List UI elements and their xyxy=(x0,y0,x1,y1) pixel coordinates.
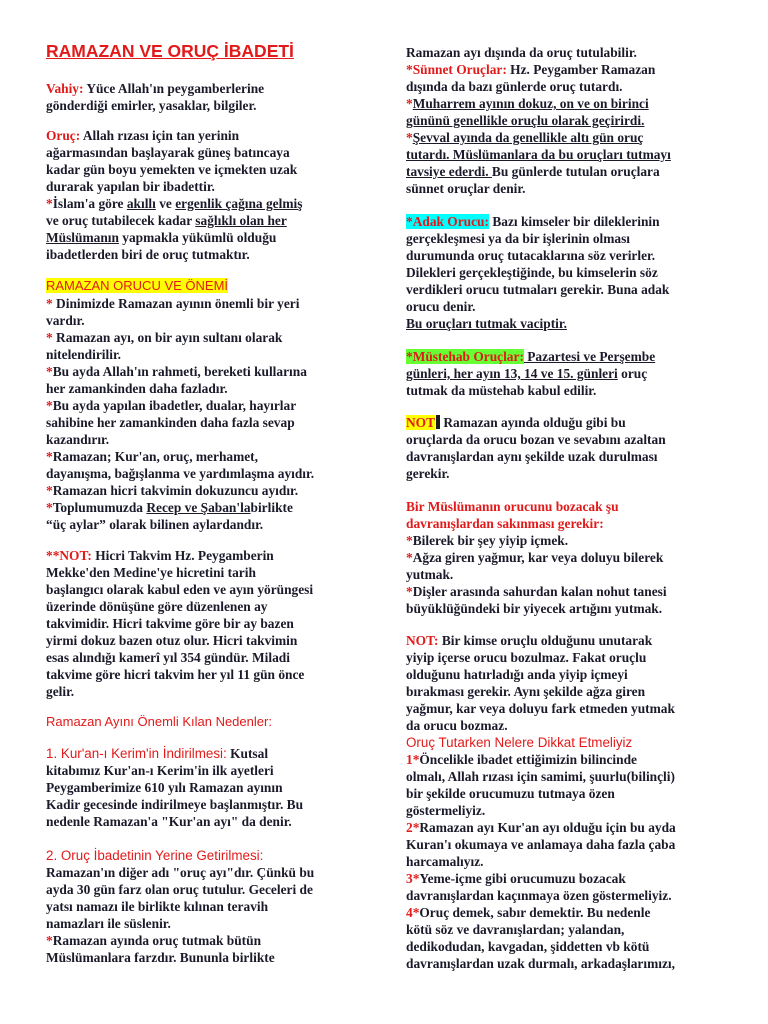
adak-line-1: *Adak Orucu: Bazı kimseler bir dileklerinin xyxy=(406,214,660,229)
bullet-5-line-2: dayanışma, bağışlanma ve yardımlaşma ayıdır. xyxy=(46,466,315,481)
bozan-item-1: *Bilerek bir şey yiyip içmek. xyxy=(406,533,569,548)
sunnet-line-3: *Muharrem ayının dokuz, on ve on birinci xyxy=(406,96,649,111)
page-title: RAMAZAN VE ORUÇ İBADETİ xyxy=(46,41,294,61)
dikkat-4-line-3: dedikodudan, kavgadan, şiddetten vb kötü xyxy=(406,939,650,954)
continued-line: Ramazan ayı dışında da oruç tutulabilir. xyxy=(406,45,637,60)
adak-line-3: durumunda oruç tutacaklarına söz verirler. xyxy=(406,248,656,263)
dikkat-1-line-4: göstermeliyiz. xyxy=(406,803,486,818)
bullet-4-line-1: *Bu ayda yapılan ibadetler, dualar, hayırlar xyxy=(46,398,297,413)
adak-line-4: Dilekleri gerçekleştiğinde, bu kimselerin söz xyxy=(406,265,658,280)
bullet-4-line-2: sahibine her zamankinden daha fazla sevap xyxy=(46,415,295,430)
dikkat-1-line-1: 1*Öncelikle ibadet ettiğimizin bilincinde xyxy=(406,752,637,767)
hicri-note-label: **NOT: xyxy=(46,548,92,563)
bozan-item-3-line-1: *Dişler arasında sahurdan kalan nohut tanesi xyxy=(406,584,667,599)
hicri-note-line-9: gelir. xyxy=(46,684,75,699)
vahiy-label: Vahiy: xyxy=(46,81,84,96)
not-2-line-5: yağmur, kar veya doluyu fark etmeden yutmak xyxy=(406,701,675,716)
dikkat-1-line-2: olmalı, Allah rızası için samimi, şuurlu(bilinçli) xyxy=(406,769,675,784)
dikkat-3-line-2: davranışlardan kaçınmaya özen göstermeliyiz. xyxy=(406,888,672,903)
oruc-line-1: Oruç: Allah rızası için tan yerinin xyxy=(46,128,240,143)
sunnet-line-5: *Şevval ayında da genellikle altı gün oruç xyxy=(406,130,644,145)
dikkat-4-line-4: davranışlardan uzak durmalı, arkadaşlarımızı, xyxy=(406,956,675,971)
reason-2-label: 2. Oruç İbadetinin Yerine Getirilmesi: xyxy=(46,848,264,863)
oruc-line-7: Müslümanın yapmakla yükümlü olduğu xyxy=(46,230,277,245)
bullet-7-line-2: “üç aylar” olarak bilinen aylardandır. xyxy=(46,517,264,532)
hicri-note-line-2: Mekke'den Medine'ye hicretini tarih xyxy=(46,565,256,580)
dikkat-2-line-1: 2*Ramazan ayı Kur'an ayı olduğu için bu ayda xyxy=(406,820,676,835)
bullet-3-line-1: *Bu ayda Allah'ın rahmeti, bereketi kullarına xyxy=(46,364,307,379)
not-1-label: NOT xyxy=(406,415,436,430)
oruc-line-4: durarak yapılan bir ibadettir. xyxy=(46,179,215,194)
dikkat-4-line-1: 4*Oruç demek, sabır demektir. Bu nedenle xyxy=(406,905,651,920)
section-heading-nedenler: Ramazan Ayını Önemli Kılan Nedenler: xyxy=(46,714,272,729)
adak-line-6: orucu denir. xyxy=(406,299,476,314)
reason-1-label: 1. Kur'an-ı Kerim'in İndirilmesi: xyxy=(46,746,227,761)
bozan-item-2-line-2: yutmak. xyxy=(406,567,454,582)
dikkat-4-line-2: kötü söz ve davranışlardan; yalandan, xyxy=(406,922,625,937)
reason-1-line-5: nedenle Ramazan'a "Kur'an ayı" da denir. xyxy=(46,814,292,829)
bullet-3-line-2: her zamankinden daha fazladır. xyxy=(46,381,228,396)
bullet-2-line-1: * Ramazan ayı, on bir ayın sultanı olarak xyxy=(46,330,283,345)
reason-2-line-5: *Ramazan ayında oruç tutmak bütün xyxy=(46,933,262,948)
hicri-note-line-1: **NOT: Hicri Takvim Hz. Peygamberin xyxy=(46,548,274,563)
adak-line-2: gerçekleşmesi ya da bir işlerinin olması xyxy=(406,231,631,246)
hicri-note-line-8: takvime göre hicri takvim her yıl 11 gün önce xyxy=(46,667,305,682)
adak-line-7: Bu oruçları tutmak vaciptir. xyxy=(406,316,567,331)
bozan-heading-line-2: davranışlardan sakınması gerekir: xyxy=(406,516,604,531)
bullet-4-line-3: kazandırır. xyxy=(46,432,110,447)
mustehab-line-3: tutmak da müstehab kabul edilir. xyxy=(406,383,597,398)
not-2-label: NOT: xyxy=(406,633,439,648)
adak-line-5: verdikleri orucu tutmaları gerekir. Buna adak xyxy=(406,282,670,297)
not-1-line-4: gerekir. xyxy=(406,466,450,481)
mustehab-label: *Müstehab Oruçlar: xyxy=(406,349,524,364)
bozan-item-3-line-2: büyüklüğündeki bir yiyecek artığını yutmak. xyxy=(406,601,663,616)
hicri-note-line-6: yirmi dokuz bazen otuz olur. Hicri takvimin xyxy=(46,633,298,648)
sunnet-line-4: gününü genellikle oruçlu olarak geçirirdi. xyxy=(406,113,645,128)
oruc-line-2: ağarmasından başlayarak güneş batıncaya xyxy=(46,145,290,160)
bullet-7-line-1: *Toplumumuzda Recep ve Şaban'labirlikte xyxy=(46,500,293,515)
reason-1-line-1: 1. Kur'an-ı Kerim'in İndirilmesi: Kutsal xyxy=(46,746,269,761)
sunnet-line-2: dışında da bazı günlerde oruç tutardı. xyxy=(406,79,623,94)
bozan-item-2-line-1: *Ağza giren yağmur, kar veya doluyu bilerek xyxy=(406,550,664,565)
oruc-line-3: kadar gün boyu yemekten ve içmekten uzak xyxy=(46,162,298,177)
dikkat-1-line-3: bir şekilde orucumuzu tutmaya özen xyxy=(406,786,615,801)
hicri-note-line-7: esas alındığı kamerî yıl 354 gündür. Miladi xyxy=(46,650,290,665)
oruc-line-5: *İslam'a göre akıllı ve ergenlik çağına gelmiş xyxy=(46,196,303,211)
not-2-line-4: bırakması gerekir. Aynı şekilde ağza giren xyxy=(406,684,646,699)
not-2-line-2: yiyip içerse orucu bozulmaz. Fakat oruçlu xyxy=(406,650,647,665)
dikkat-3-line-1: 3*Yeme-içme gibi orucumuzu bozacak xyxy=(406,871,626,886)
bullet-5-line-1: *Ramazan; Kur'an, oruç, merhamet, xyxy=(46,449,258,464)
bullet-6-line-1: *Ramazan hicri takvimin dokuzuncu ayıdır. xyxy=(46,483,299,498)
reason-2-line-2: ayda 30 gün farz olan oruç tutulur. Geceleri de xyxy=(46,882,313,897)
oruc-line-8: ibadetlerden biri de oruç tutmaktır. xyxy=(46,247,250,262)
section-heading-ramazan-orucu: RAMAZAN ORUCU VE ÖNEMİ xyxy=(46,278,229,293)
bozan-heading-line-1: Bir Müslümanın orucunu bozacak şu xyxy=(406,499,619,514)
not-2-line-3: olduğunu hatırladığı anda yiyip içmeyi xyxy=(406,667,628,682)
reason-1-line-3: Peygamberimize 610 yılı Ramazan ayının xyxy=(46,780,283,795)
not-2-line-6: da orucu bozmaz. xyxy=(406,718,508,733)
vahiy-line-2: gönderdiği emirler, yasaklar, bilgiler. xyxy=(46,98,257,113)
hicri-note-line-5: takvimidir. Hicri takvime göre bir ay bazen xyxy=(46,616,294,631)
not-1-line-2: oruçlarda da orucu bozan ve sevabını azaltan xyxy=(406,432,666,447)
not-1-line-3: davranışlardan aynı şekilde uzak durulması xyxy=(406,449,658,464)
reason-2-line-4: namazları ile süslenir. xyxy=(46,916,171,931)
oruc-label: Oruç: xyxy=(46,128,81,143)
mustehab-line-1: *Müstehab Oruçlar: Pazartesi ve Perşembe xyxy=(406,349,656,364)
dikkat-heading: Oruç Tutarken Nelere Dikkat Etmeliyiz xyxy=(406,735,633,750)
reason-1-line-4: Kadir gecesinde indirilmeye başlanmıştır. Bu xyxy=(46,797,304,812)
hicri-note-line-4: üzerinde dönüşüne göre düzenlenen ay xyxy=(46,599,268,614)
mustehab-line-2: günleri, her ayın 13, 14 ve 15. günleri oruç xyxy=(406,366,648,381)
sunnet-line-1: *Sünnet Oruçlar: Hz. Peygamber Ramazan xyxy=(406,62,656,77)
sunnet-line-6: tutardı. Müslümanlara da bu oruçları tutmayı xyxy=(406,147,671,162)
reason-1-line-2: kitabımız Kur'an-ı Kerim'in ilk ayetleri xyxy=(46,763,274,778)
reason-2-line-3: yatsı namazı ile birlikte kılınan teravih xyxy=(46,899,269,914)
not-2-line-1: NOT: Bir kimse oruçlu olduğunu unutarak xyxy=(406,633,653,648)
reason-2-line-6: Müslümanlara farzdır. Bununla birlikte xyxy=(46,950,275,965)
bullet-1-line-2: vardır. xyxy=(46,313,85,328)
dikkat-2-line-3: harcamalıyız. xyxy=(406,854,484,869)
oruc-line-6: ve oruç tutabilecek kadar sağlıklı olan her xyxy=(46,213,287,228)
sunnet-line-7: tavsiye ederdi. Bu günlerde tutulan oruçlara xyxy=(406,164,660,179)
reason-2-line-1: Ramazan'ın diğer adı "oruç ayı"dır. Çünkü bu xyxy=(46,865,315,880)
bullet-1-line-1: * Dinimizde Ramazan ayının önemli bir yeri xyxy=(46,296,300,311)
hicri-note-line-3: başlangıcı olarak kabul eden ve ayın yörüngesi xyxy=(46,582,314,597)
bullet-2-line-2: nitelendirilir. xyxy=(46,347,122,362)
adak-label: *Adak Orucu: xyxy=(406,214,489,229)
dikkat-2-line-2: Kuran'ı okumaya ve anlamaya daha fazla çaba xyxy=(406,837,676,852)
sunnet-line-8: sünnet oruçlar denir. xyxy=(406,181,526,196)
sunnet-label: *Sünnet Oruçlar: xyxy=(406,62,507,77)
vahiy-line-1: Vahiy: Yüce Allah'ın peygamberlerine xyxy=(46,81,265,96)
not-1-line-1: NOT Ramazan ayında olduğu gibi bu xyxy=(406,415,626,430)
